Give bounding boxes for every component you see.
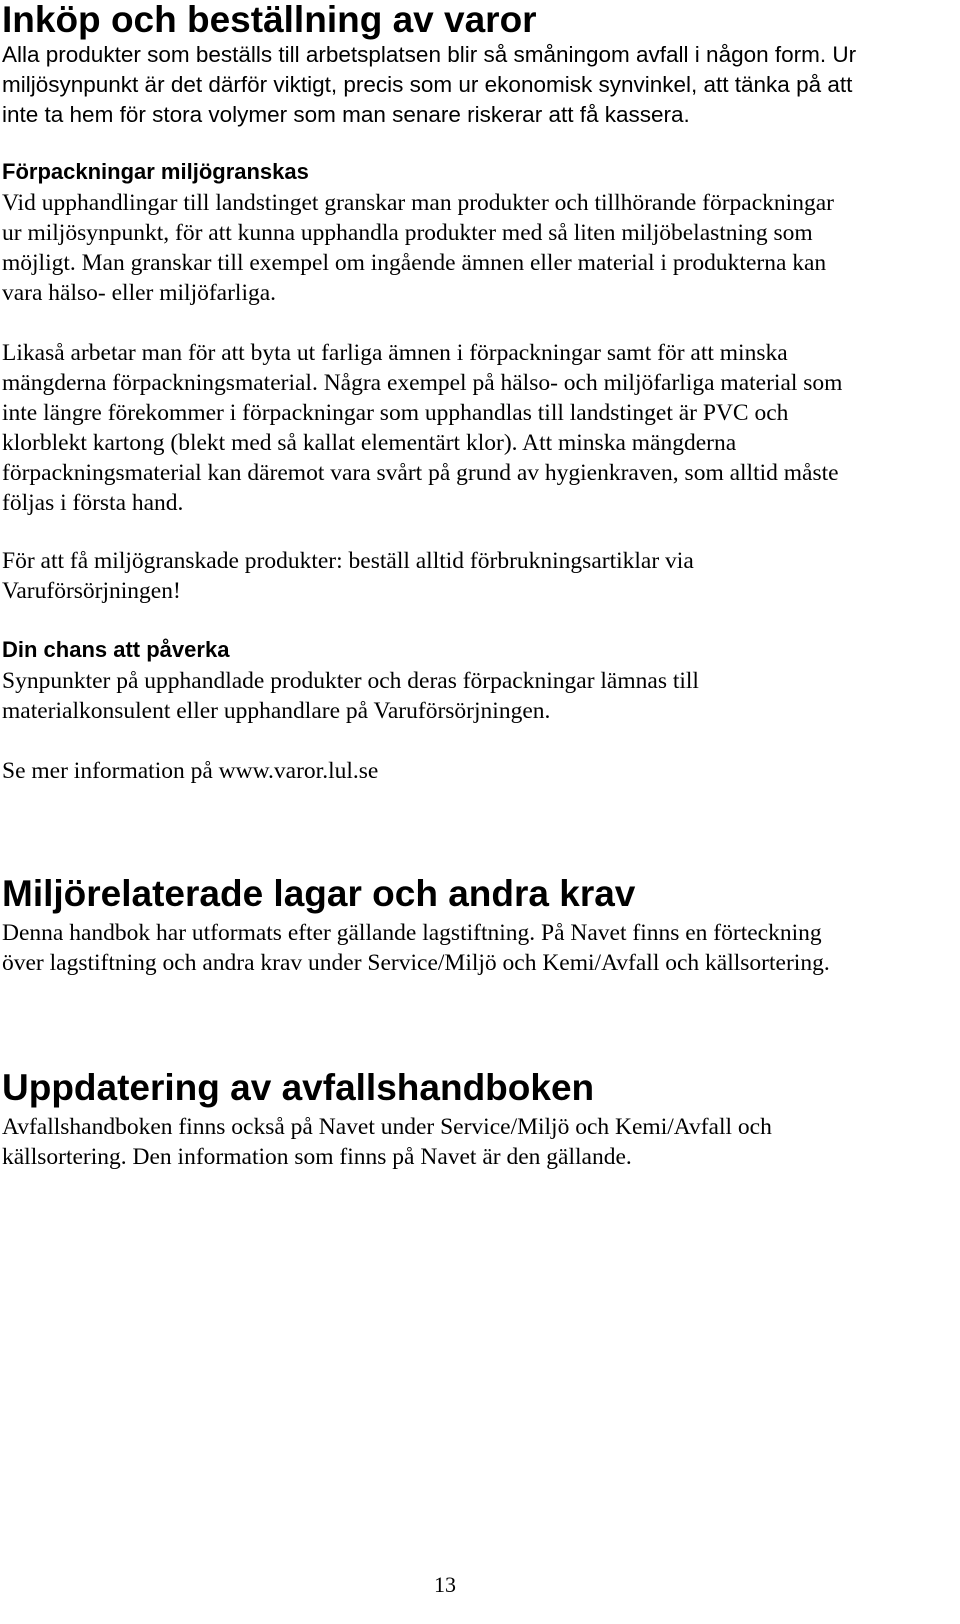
body-line: Denna handbok har utformats efter gällande lagstiftning. På Navet finns en förteckning	[2, 920, 822, 946]
page-number: 13	[434, 1572, 456, 1597]
body-line: över lagstiftning och andra krav under Service/Miljö och Kemi/Avfall och källsortering.	[2, 950, 830, 976]
intro-line: miljösynpunkt är det därför viktigt, precis som ur ekonomisk synvinkel, att tänka på att	[2, 72, 853, 97]
body-line: Vid upphandlingar till landstinget granskar man produkter och tillhörande förpackningar	[2, 190, 834, 216]
heading-purchase: Inköp och beställning av varor	[2, 0, 537, 40]
body-line: För att få miljögranskade produkter: beställ alltid förbrukningsartiklar via	[2, 548, 694, 574]
heading-laws: Miljörelaterade lagar och andra krav	[2, 873, 636, 914]
heading-influence: Din chans att påverka	[2, 637, 230, 662]
heading-update: Uppdatering av avfallshandboken	[2, 1067, 595, 1108]
body-line: materialkonsulent eller upphandlare på Varuförsörjningen.	[2, 698, 551, 724]
body-line: Synpunkter på upphandlade produkter och deras förpackningar lämnas till	[2, 668, 699, 694]
heading-packaging: Förpackningar miljögranskas	[2, 159, 309, 184]
body-line: mängderna förpackningsmaterial. Några exempel på hälso- och miljöfarliga material som	[2, 370, 843, 396]
body-line: Avfallshandboken finns också på Navet under Service/Miljö och Kemi/Avfall och	[2, 1114, 772, 1140]
body-line: Likaså arbetar man för att byta ut farliga ämnen i förpackningar samt för att minska	[2, 340, 788, 366]
body-line: klorblekt kartong (blekt med så kallat elementärt klor). Att minska mängderna	[2, 430, 737, 456]
intro-line: Alla produkter som beställs till arbetsplatsen blir så småningom avfall i någon form. Ur	[2, 42, 857, 67]
body-line: förpackningsmaterial kan däremot vara svårt på grund av hygienkraven, som alltid måste	[2, 460, 839, 486]
more-info-line: Se mer information på www.varor.lul.se	[2, 758, 379, 784]
body-line: följas i första hand.	[2, 490, 184, 516]
intro-line: inte ta hem för stora volymer som man senare riskerar att få kassera.	[2, 102, 690, 127]
body-line: källsortering. Den information som finns på Navet är den gällande.	[2, 1144, 632, 1170]
body-line: vara hälso- eller miljöfarliga.	[2, 280, 277, 306]
body-line: möjligt. Man granskar till exempel om ingående ämnen eller material i produkterna kan	[2, 250, 827, 276]
body-line: ur miljösynpunkt, för att kunna upphandla produkter med så liten miljöbelastning som	[2, 220, 813, 246]
body-line: Varuförsörjningen!	[2, 578, 181, 604]
body-line: inte längre förekommer i förpackningar som upphandlas till landstinget är PVC och	[2, 400, 789, 426]
